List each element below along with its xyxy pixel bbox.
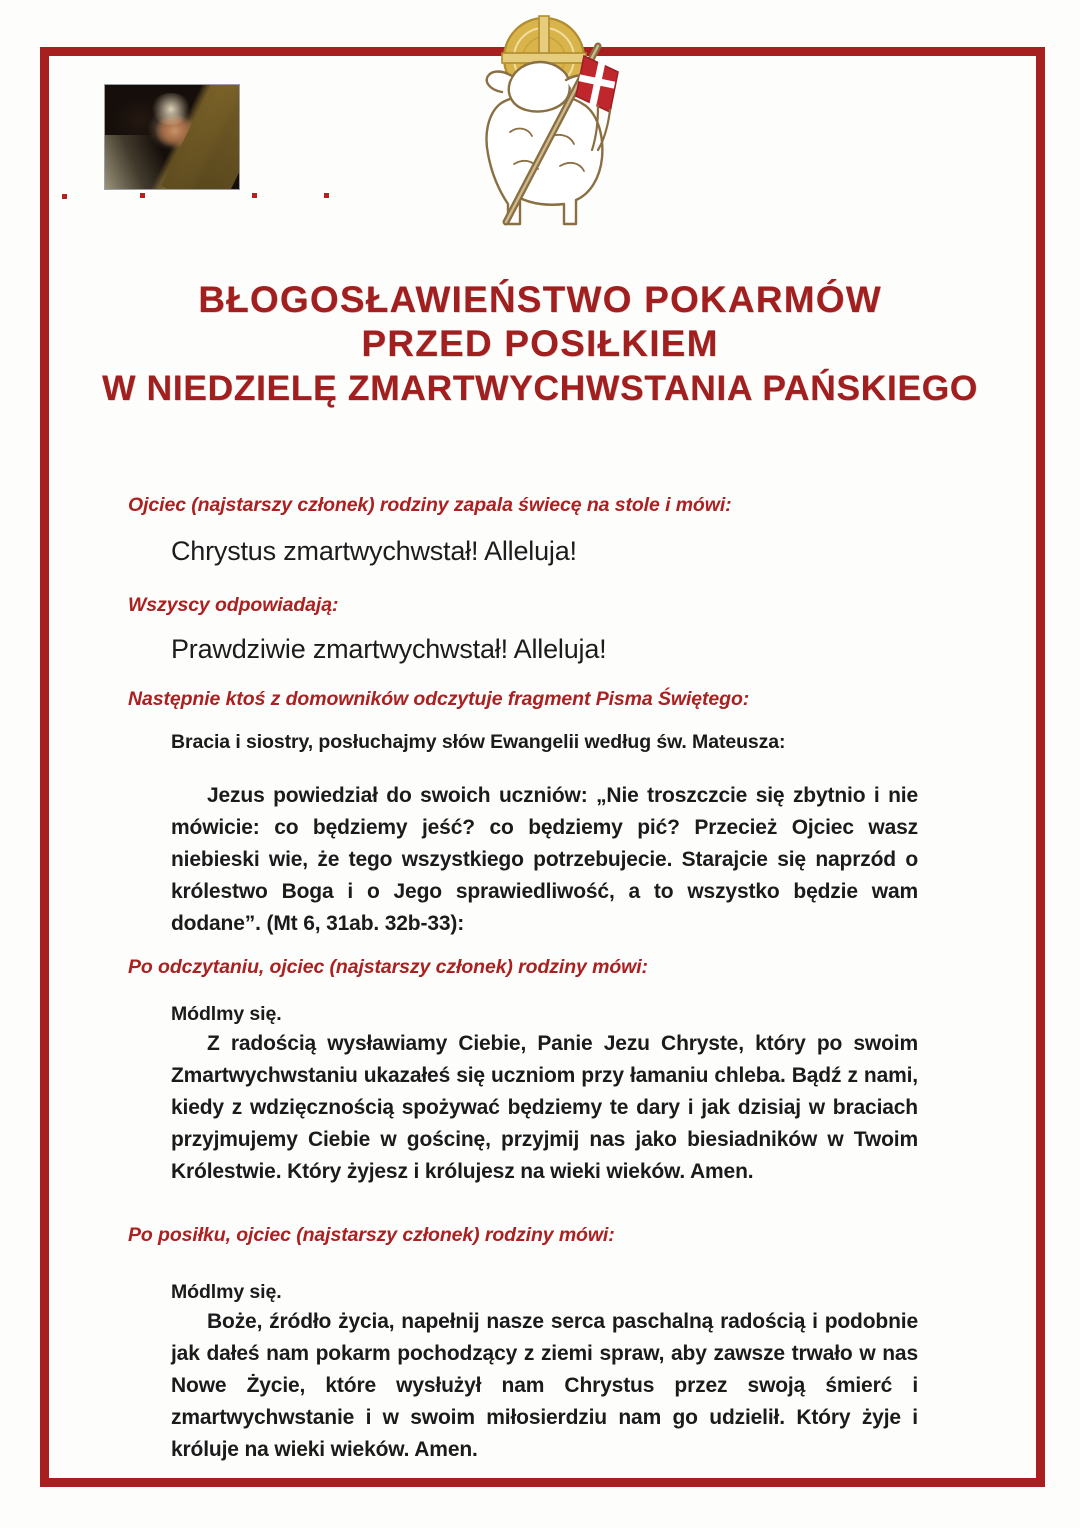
image-selection-handles <box>62 190 462 204</box>
response-truly-risen: Prawdziwie zmartwychwstał! Alleluja! <box>171 634 607 664</box>
response-christ-risen: Chrystus zmartwychwstał! Alleluja! <box>171 536 577 566</box>
rubric-opening: Ojciec (najstarszy członek) rodziny zapala świecę na stole i mówi: <box>128 494 732 516</box>
agnus-dei-lamb-emblem <box>448 8 648 248</box>
section-scripture <box>128 686 918 940</box>
header-artwork <box>0 0 1080 260</box>
section-opening <box>128 492 918 568</box>
scripture-reading-text: Jezus powiedział do swoich uczniów: „Nie troszczcie się zbytnio i nie mówicie: co będziemy jeść? co będziemy pić? Przecież Ojciec wasz niebieski wie, że tego wszystkiego potrzebujecie. Starajcie się naprzód o królestwo Boga i o Jego sprawiedliwość, a to wszystko będzie wam dodane”. (Mt 6, 31ab. 32b-33): <box>171 784 918 935</box>
section-prayer-after-reading <box>128 954 918 1188</box>
prayer-after-reading-text: Z radością wysławiamy Ciebie, Panie Jezu Chryste, który po swoim Zmartwychwstaniu ukazałeś się uczniom przy łamaniu chleba. Bądź z nami, kiedy z wdzięcznością spożywać będziemy te dary i jak dzisiaj w braciach przyjmujemy Ciebie w gościnę, przyjmij nas jako biesiadników w Twoim Królestwie. Który żyjesz i królujesz na wieki wieków. Amen. <box>171 1032 918 1183</box>
rubric-all-respond: Wszyscy odpowiadają: <box>128 594 339 616</box>
prayer-after-meal-text: Boże, źródło życia, napełnij nasze serca paschalną radością i podobnie jak dałeś nam pokarm pochodzący z ziemi spraw, aby zawsze trwało w nas Nowe Życie, które wysłużył nam Chrystus przez swoją śmierć i zmartwychwstanie i w swoim miłosierdziu nam go udzielił. Który żyje i króluje na wieki wieków. Amen. <box>171 1310 918 1461</box>
jesus-halo-glow <box>151 93 191 124</box>
call-to-pray-1: Módlmy się. <box>171 1003 282 1025</box>
rubric-scripture-reading: Następnie ktoś z domowników odczytuje fragment Pisma Świętego: <box>128 688 750 710</box>
scripture-intro: Bracia i siostry, posłuchajmy słów Ewangelii według św. Mateusza: <box>171 731 786 753</box>
page-title <box>60 278 1020 410</box>
jesus-carrying-cross-image <box>104 84 240 190</box>
rubric-after-meal: Po posiłku, ojciec (najstarszy członek) rodziny mówi: <box>128 1224 615 1246</box>
section-prayer-after-meal <box>128 1222 918 1466</box>
title-line-1: BŁOGOSŁAWIEŃSTWO POKARMÓW <box>198 279 882 320</box>
call-to-pray-2: Módlmy się. <box>171 1281 282 1303</box>
title-line-2: PRZED POSIŁKIEM <box>361 323 719 364</box>
section-response <box>128 592 918 666</box>
liturgy-content <box>128 492 918 1466</box>
title-line-3: W NIEDZIELĘ ZMARTWYCHWSTANIA PAŃSKIEGO <box>101 368 979 408</box>
rubric-after-reading: Po odczytaniu, ojciec (najstarszy członek) rodziny mówi: <box>128 956 648 978</box>
